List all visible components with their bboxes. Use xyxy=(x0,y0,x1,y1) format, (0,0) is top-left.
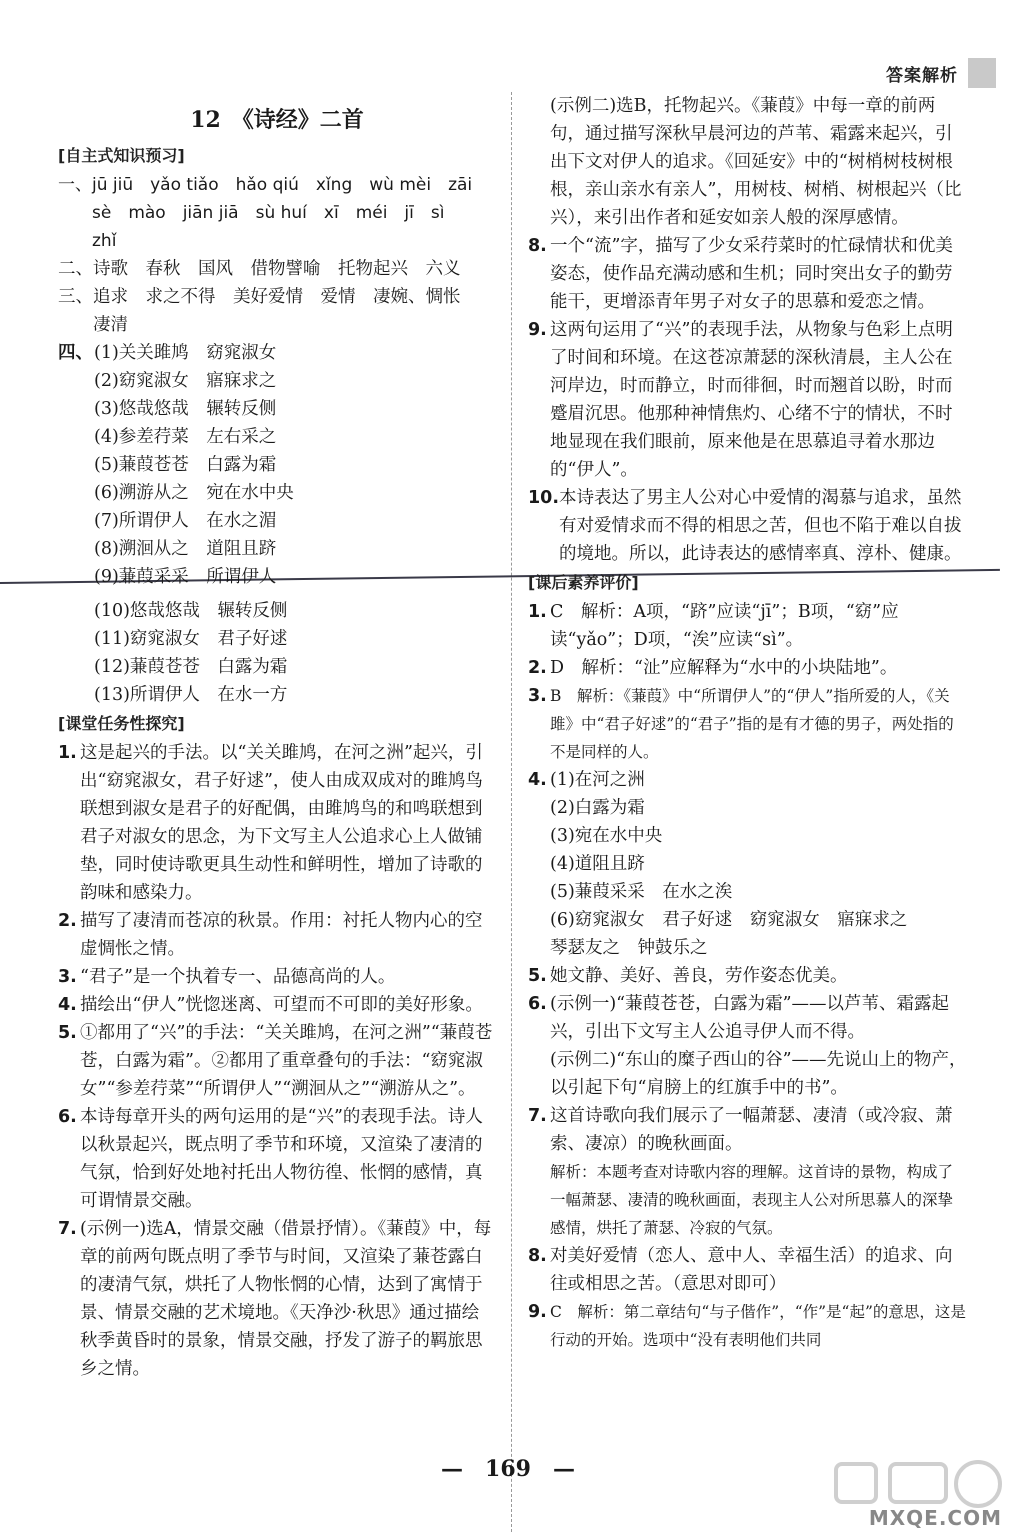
pinyin-line: zhǐ xyxy=(58,231,117,251)
column-divider xyxy=(511,92,512,1532)
item-number: 9. xyxy=(528,320,547,340)
pinyin-line: 一、jū jiū yǎo tiǎo hǎo qiú xǐng wù mèi zāi xyxy=(58,175,473,195)
answer-item xyxy=(528,682,968,766)
item-number: 7. xyxy=(528,1106,547,1126)
si-line: (3)悠哉悠哉 辗转反侧 xyxy=(94,399,277,419)
item-text: 本诗表达了男主人公对心中爱情的渴慕与追求，虽然有对爱情求而不得的相思之苦，但也不陷于难以自拔的境地。所以，此诗表达的感情率真、淳朴、健康。 xyxy=(559,488,962,564)
si-line: (8)溯洄从之 道阻且跻 xyxy=(94,539,277,559)
answer-item-4 xyxy=(528,766,968,962)
answer-er: 二、诗歌 春秋 国风 借物譬喻 托物起兴 六义 xyxy=(58,259,461,279)
item-text: 一个“流”字，描写了少女采荇菜时的忙碌情状和优美姿态，使作品充满动感和生机；同时突出女子的勤劳能干，更增添青年男子对女子的思慕和爱恋之情。 xyxy=(550,236,953,312)
item-number: 8. xyxy=(528,236,547,256)
answer-item xyxy=(528,990,968,1102)
item-number: 1. xyxy=(528,602,547,622)
inquiry-item xyxy=(58,1103,496,1215)
answer-item xyxy=(528,654,968,682)
item-number: 5. xyxy=(58,1023,77,1043)
item-number: 9. xyxy=(528,1302,547,1322)
item-number: 4. xyxy=(58,995,77,1015)
si-line: (4)参差荇菜 左右采之 xyxy=(94,427,277,447)
answer-item xyxy=(528,1242,968,1298)
inquiry-item xyxy=(58,963,496,991)
item-text: 这是起兴的手法。以“关关雎鸠，在河之洲”起兴，引出“窈窕淑女，君子好逑”，使人由成双成对的雎鸠鸟联想到淑女是君子的好配偶，由雎鸠鸟的和鸣联想到君子对淑女的思念，为下文写主人公追求心上人做铺垫，同时使诗歌更具生动性和鲜明性，增加了诗歌的韵味和感染力。 xyxy=(80,743,483,903)
q7-analysis: 解析：本题考查对诗歌内容的理解。这首诗的景物，构成了一幅萧瑟、凄清的晚秋画面，表现主人公对所思慕人的深挚感情，烘托了萧瑟、冷寂的气氛。 xyxy=(550,1163,954,1237)
q4-line: (2)白露为霜 xyxy=(550,798,645,818)
si-list xyxy=(94,339,496,709)
item-text: “君子”是一个执着专一、品德高尚的人。 xyxy=(80,967,396,987)
q4-line: (1)在河之洲 xyxy=(550,770,645,790)
item-text: 她文静、美好、善良，劳作姿态优美。 xyxy=(550,966,848,986)
answer-san: 三、追求 求之不得 美好爱情 爱情 凄婉、惆怅 xyxy=(58,287,461,307)
inquiry-item xyxy=(58,739,496,907)
item-text: C 解析：第二章结句“与子偕作”，“作”是“起”的意思，这是行动的开始。选项中“没有表明他们共同 xyxy=(550,1303,966,1349)
item-text: C 解析：A项，“跻”应读“jī”；B项，“窈”应读“yǎo”；D项，“涘”应读“sì”。 xyxy=(550,602,899,650)
si-line: (12)蒹葭苍苍 白露为霜 xyxy=(94,657,288,677)
item-text: ①都用了“兴”的手法：“关关雎鸠，在河之洲”“蒹葭苍苍，白露为霜”。②都用了重章叠句的手法：“窈窕淑女”“参差荇菜”“所谓伊人”“溯洄从之”“溯游从之”。 xyxy=(80,1023,493,1099)
header-label: 答案解析 xyxy=(886,65,958,86)
inquiry-item xyxy=(58,907,496,963)
footer-dash: — xyxy=(441,1456,486,1482)
q4-line: 琴瑟友之 钟鼓乐之 xyxy=(550,938,708,958)
pinyin-block xyxy=(58,171,496,255)
inquiry-item xyxy=(58,991,496,1019)
right-column xyxy=(528,92,968,1354)
item-text: D 解析：“沚”应解释为“水中的小块陆地”。 xyxy=(550,658,898,678)
answer-item xyxy=(528,598,968,654)
item-number: 2. xyxy=(58,911,77,931)
item-label: 四、 xyxy=(58,343,93,363)
inquiry-item xyxy=(528,232,968,316)
item-number: 3. xyxy=(58,967,77,987)
item-text: 描写了凄清而苍凉的秋景。作用：衬托人物内心的空虚惆怅之情。 xyxy=(80,911,483,959)
item-number: 2. xyxy=(528,658,547,678)
pinyin-line: sè mào jiān jiā sù huí xī méi jī sì xyxy=(58,203,445,223)
inquiry-item xyxy=(528,316,968,484)
item-number: 10. xyxy=(528,488,560,508)
q4-line: (6)窈窕淑女 君子好逑 窈窕淑女 寤寐求之 xyxy=(550,910,908,930)
item-number: 6. xyxy=(58,1107,77,1127)
item-number: 3. xyxy=(528,686,547,706)
answer-item xyxy=(528,962,968,990)
page-header xyxy=(886,58,996,88)
q4-line: (3)宛在水中央 xyxy=(550,826,663,846)
q4-list xyxy=(550,766,968,962)
si-line: (11)窈窕淑女 君子好逑 xyxy=(94,629,288,649)
item-text: (示例一)“蒹葭苍苍，白露为霜”——以芦苇、霜露起兴，引出下文写主人公追寻伊人而不得。 (示例二)“东山的糜子西山的谷”——先说山上的物产，以引起下句“肩膀上的红旗手中的书”。 xyxy=(550,994,967,1098)
item-7-continued: (示例二)选B，托物起兴。《蒹葭》中每一章的前两句，通过描写深秋早晨河边的芦苇、霜露来起兴，引出下文对伊人的追求。《回延安》中的“树梢树枝树根根，亲山亲水有亲人”，用树枝、树梢、树根起兴（比兴），来引出作者和延安如亲人般的深厚感情。 xyxy=(550,96,962,228)
answer-item xyxy=(528,1102,968,1158)
si-line: (13)所谓伊人 在水一方 xyxy=(94,685,288,705)
footer-dash: — xyxy=(530,1456,575,1482)
item-text: 对美好爱情（恋人、意中人、幸福生活）的追求、向往或相思之苦。（意思对即可） xyxy=(550,1246,953,1294)
item-number: 5. xyxy=(528,966,547,986)
item-text: B 解析：《蒹葭》中“所谓伊人”的“伊人”指所爱的人，《关雎》中“君子好逑”的“君子”指的是有才德的男子，两处指的不是同样的人。 xyxy=(550,687,954,761)
q4-line: (4)道阻且跻 xyxy=(550,854,645,874)
item-number: 8. xyxy=(528,1246,547,1266)
answer-item xyxy=(528,1298,968,1354)
section-heading-inquiry: [课堂任务性探究] xyxy=(58,714,185,733)
item-number: 1. xyxy=(58,743,77,763)
si-line: (6)溯游从之 宛在水中央 xyxy=(94,483,294,503)
item-number: 6. xyxy=(528,994,547,1014)
section-heading-evaluation: [课后素养评价] xyxy=(528,573,639,592)
item-number: 7. xyxy=(58,1219,77,1239)
si-line: (10)悠哉悠哉 辗转反侧 xyxy=(94,601,288,621)
item-text: 这两句运用了“兴”的表现手法，从物象与色彩上点明了时间和环境。在这苍凉萧瑟的深秋清晨，主人公在河岸边，时而静立，时而徘徊，时而翘首以盼，时而蹙眉沉思。他那种神情焦灼、心绪不宁的情状，不时地显现在我们眼前，原来他是在思慕追寻着水那边的“伊人”。 xyxy=(550,320,953,480)
inquiry-item xyxy=(58,1019,496,1103)
section-title: 12 《诗经》二首 xyxy=(190,107,364,133)
si-line: (7)所谓伊人 在水之湄 xyxy=(94,511,277,531)
left-column xyxy=(58,105,496,1383)
si-line: (1)关关雎鸠 窈窕淑女 xyxy=(94,343,277,363)
item-text: (示例一)选A，情景交融（借景抒情）。《蒹葭》中，每章的前两句既点明了季节与时间，又渲染了蒹苍露白的凄清气氛，烘托了人物怅惘的心情，达到了寓情于景、情景交融的艺术境地。《天净沙·秋思》通过描绘秋季黄昏时的景象，情景交融，抒发了游子的羁旅思乡之情。 xyxy=(80,1219,492,1379)
q4-line: (5)蒹葭采采 在水之涘 xyxy=(550,882,733,902)
item-number: 4. xyxy=(528,770,547,790)
section-heading-preview: [自主式知识预习] xyxy=(58,146,185,165)
item-text: 描绘出“伊人”恍惚迷离、可望而不可即的美好形象。 xyxy=(80,995,483,1015)
inquiry-item xyxy=(528,484,968,568)
watermark-text: MXQE.COM xyxy=(868,1506,1002,1530)
answer-san-cont: 凄清 xyxy=(58,315,128,335)
item-text: 这首诗歌向我们展示了一幅萧瑟、凄清（或冷寂、萧索、凄凉）的晚秋画面。 xyxy=(550,1106,953,1154)
item-text: 本诗每章开头的两句运用的是“兴”的表现手法。诗人以秋景起兴，既点明了季节和环境，又渲染了凄清的气氛，恰到好处地衬托出人物彷徨、怅惘的感情，真可谓情景交融。 xyxy=(80,1107,483,1211)
header-tab xyxy=(968,58,996,88)
si-line: (9)蒹葭采采 所谓伊人 xyxy=(94,567,277,587)
si-line: (5)蒹葭苍苍 白露为霜 xyxy=(94,455,277,475)
page-number: 169 xyxy=(485,1456,531,1482)
si-line: (2)窈窕淑女 寤寐求之 xyxy=(94,371,277,391)
answer-si xyxy=(58,339,496,709)
inquiry-item xyxy=(58,1215,496,1383)
